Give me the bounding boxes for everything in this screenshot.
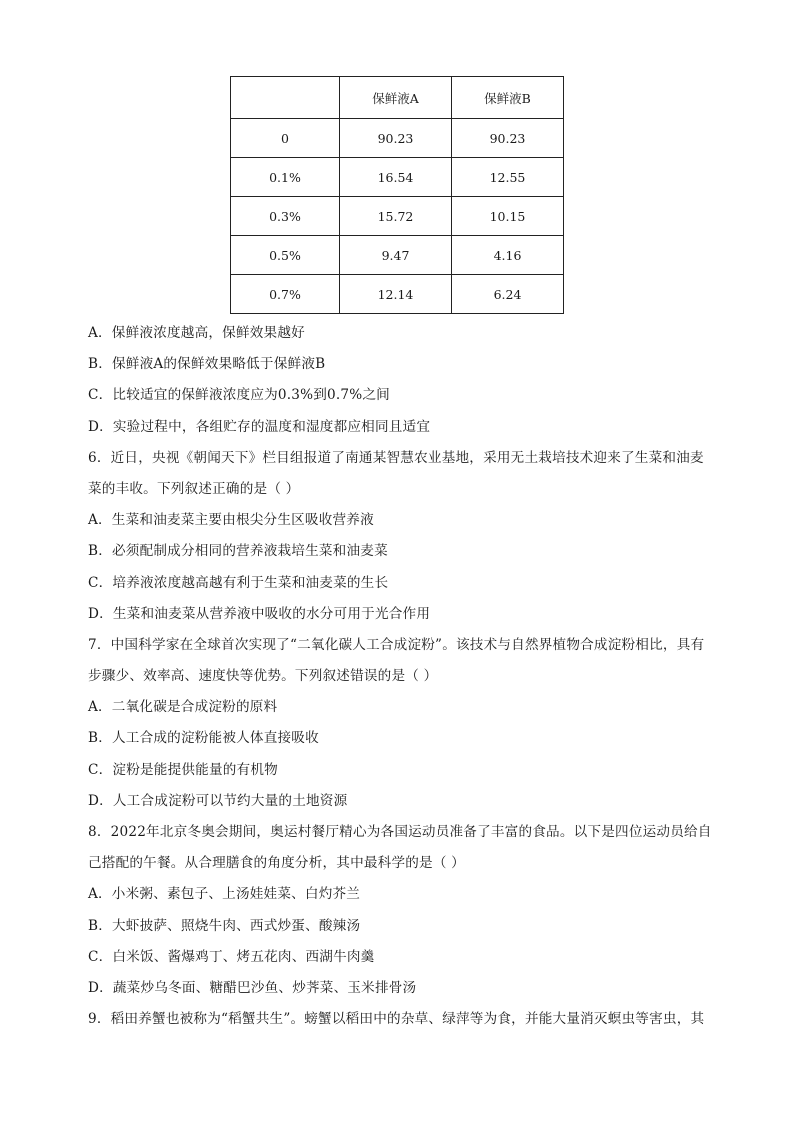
text-line: B．必须配制成分相同的营养液栽培生菜和油麦菜 [88,543,388,560]
text-line: D．实验过程中，各组贮存的温度和湿度都应相同且适宜 [88,418,431,435]
table-row [231,275,564,314]
text-line: D．生菜和油麦菜从营养液中吸收的水分可用于光合作用 [88,605,431,622]
text-line: A．小米粥、素包子、上汤娃娃菜、白灼芥兰 [88,886,361,903]
text-line: A．二氧化碳是合成淀粉的原料 [88,699,278,716]
text-line: C．比较适宜的保鲜液浓度应为0.3%到0.7%之间 [88,387,390,404]
table-cell: 16.54 [340,158,452,197]
table-cell: 12.55 [452,158,564,197]
table-cell: 4.16 [452,236,564,275]
table-cell: 10.15 [452,197,564,236]
text-line: 9．稻田养蟹也被称为“稻蟹共生”。螃蟹以稻田中的杂草、绿萍等为食，并能大量消灭螟虫等害虫，其 [88,1011,705,1028]
text-line: 8．2022年北京冬奥会期间，奥运村餐厅精心为各国运动员准备了丰富的食品。以下是四位运动员给自 [88,824,712,840]
table-cell: 0.1% [231,158,340,197]
table-row [231,197,564,236]
table-header-cell: 保鲜液A [340,77,452,119]
text-line: C．白米饭、酱爆鸡丁、烤五花肉、西湖牛肉羹 [88,948,375,965]
text-line: A．生菜和油麦菜主要由根尖分生区吸收营养液 [88,512,374,529]
table-cell: 90.23 [340,119,452,158]
table-cell: 12.14 [340,275,452,314]
text-line: C．淀粉是能提供能量的有机物 [88,761,278,778]
table-cell: 0 [231,119,340,158]
text-line: A．保鲜液浓度越高，保鲜效果越好 [88,325,305,341]
preservative-data-table [230,76,564,314]
table-header-cell: 保鲜液B [452,77,564,119]
text-line: 步骤少、效率高、速度快等优势。下列叙述错误的是（ ） [88,668,438,685]
text-line: C．培养液浓度越高越有利于生菜和油麦菜的生长 [88,574,389,591]
table-cell: 0.7% [231,275,340,314]
text-line: 6．近日，央视《朝闻天下》栏目组报道了南通某智慧农业基地，采用无土栽培技术迎来了生菜和油麦 [88,449,704,466]
table-header-cell [231,77,340,119]
table-row [231,119,564,158]
text-line: 己搭配的午餐。从合理膳食的角度分析，其中最科学的是（ ） [88,855,465,872]
table-header-row [231,77,564,119]
question-text-block [88,318,710,1035]
table-cell: 6.24 [452,275,564,314]
table-cell: 15.72 [340,197,452,236]
table-cell: 90.23 [452,119,564,158]
text-line: B．保鲜液A的保鲜效果略低于保鲜液B [88,356,326,373]
table-row [231,158,564,197]
table-cell: 0.3% [231,197,340,236]
text-line: D．人工合成淀粉可以节约大量的土地资源 [88,792,348,809]
text-line: B．大虾披萨、照烧牛肉、西式炒蛋、酸辣汤 [88,917,361,934]
text-line: B．人工合成的淀粉能被人体直接吸收 [88,730,319,747]
text-line: 菜的丰收。下列叙述正确的是（ ） [88,480,300,497]
text-line: 7．中国科学家在全球首次实现了“二氧化碳人工合成淀粉”。该技术与自然界植物合成淀粉相比，具有 [88,636,705,653]
table-row [231,236,564,275]
table-cell: 0.5% [231,236,340,275]
text-line: D．蔬菜炒乌冬面、糖醋巴沙鱼、炒荠菜、玉米排骨汤 [88,979,417,996]
table-cell: 9.47 [340,236,452,275]
